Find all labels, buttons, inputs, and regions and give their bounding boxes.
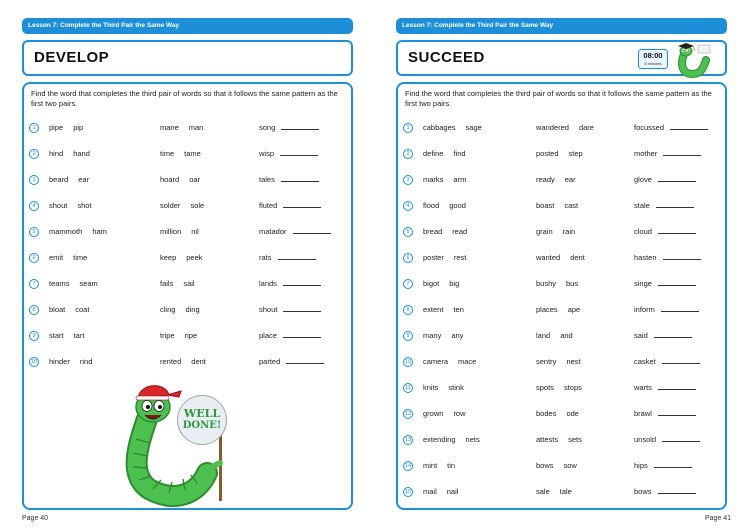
pair-word: nil [191,227,199,236]
question-row [398,199,725,213]
section-title: DEVELOP [34,49,110,66]
pair-word: boast [536,201,555,210]
answer-blank[interactable] [283,331,321,338]
second-pair [160,149,201,159]
first-pair [423,435,480,445]
pair-word: sage [465,123,482,132]
second-pair [536,331,573,341]
question-number: 7 [29,279,39,289]
answer-blank[interactable] [663,149,701,156]
first-pair [423,123,482,133]
pair-word: ear [78,175,90,184]
lesson-title: Lesson 7: Complete the Third Pair the Same Way [402,22,554,29]
first-pair [423,331,463,341]
pair-word: marks [423,175,444,184]
question-row [398,173,725,187]
pair-word: cling [160,305,176,314]
pair-word: stops [563,383,582,392]
pair-word: bloat [49,305,66,314]
first-pair [49,227,107,237]
pair-word: good [449,201,466,210]
question-row [24,303,351,317]
given-word: mother [634,149,658,158]
pair-word: mammoth [49,227,83,236]
third-pair [634,201,694,211]
given-word: fluted [259,201,278,210]
timer-unit: 8 minutes [644,61,662,66]
second-pair [160,305,200,315]
pair-word: pip [73,123,84,132]
pair-word: tin [447,461,456,470]
title-box-develop [22,40,353,76]
third-pair [259,305,321,315]
question-number: 1 [29,123,39,133]
first-pair [423,305,464,315]
question-row [398,329,725,343]
second-pair [160,357,206,367]
question-number: 7 [403,279,413,289]
second-pair [536,253,585,263]
question-number: 9 [403,331,413,341]
pair-word: mane [160,123,179,132]
pair-word: big [449,279,460,288]
third-pair [634,487,696,497]
pair-word: ham [92,227,107,236]
third-pair [634,149,701,159]
answer-blank[interactable] [280,149,318,156]
third-pair [259,175,319,185]
answer-blank[interactable] [658,409,696,416]
first-pair [423,201,466,211]
exercise-box-left [22,82,353,510]
pair-word: bigot [423,279,440,288]
given-word: hasten [634,253,657,262]
pair-word: define [423,149,444,158]
question-number: 2 [29,149,39,159]
page-number-left: Page 40 [22,515,49,522]
first-pair [423,227,467,237]
question-row [398,277,725,291]
third-pair [634,357,700,367]
pair-word: fails [160,279,174,288]
lesson-bar-left [22,18,353,34]
pair-word: attests [536,435,559,444]
lesson-title: Lesson 7: Complete the Third Pair the Same Way [28,22,180,29]
pair-word: seam [79,279,98,288]
first-pair [423,487,458,497]
pair-word: extending [423,435,456,444]
pair-word: ding [185,305,200,314]
answer-blank[interactable] [283,305,321,312]
third-pair [634,461,692,471]
second-pair [536,409,579,419]
pair-word: teams [49,279,70,288]
pair-word: row [453,409,466,418]
first-pair [49,357,92,367]
third-pair [259,123,319,133]
answer-blank[interactable] [283,279,321,286]
given-word: hips [634,461,648,470]
question-number: 13 [404,437,412,443]
second-pair [536,227,575,237]
third-pair [259,279,321,289]
pair-word: spots [536,383,554,392]
pair-word: rain [562,227,576,236]
question-number: 3 [29,175,39,185]
pair-word: poster [423,253,444,262]
given-word: tales [259,175,275,184]
answer-blank[interactable] [670,123,708,130]
question-number: 8 [29,305,39,315]
question-number: 14 [404,463,412,469]
page-number-right: Page 41 [705,515,732,522]
answer-blank[interactable] [658,227,696,234]
first-pair [49,253,87,263]
second-pair [160,201,204,211]
answer-blank[interactable] [278,253,316,260]
pair-word: sole [190,201,205,210]
pair-word: shout [49,201,68,210]
instructions: Find the word that completes the third pair of words so that it follows the same pattern as the first two pairs. [405,89,712,108]
first-pair [423,253,466,263]
second-pair [536,123,594,133]
timer-icon [638,49,668,69]
third-pair [634,435,700,445]
first-pair [423,175,466,185]
second-pair [536,461,577,471]
pair-word: knits [423,383,439,392]
question-row [24,277,351,291]
first-pair [49,279,98,289]
given-word: brawl [634,409,652,418]
question-row [398,433,725,447]
pair-word: hinder [49,357,70,366]
graduate-worm-icon [674,42,714,78]
question-row [24,121,351,135]
pair-word: ode [566,409,579,418]
first-pair [49,175,89,185]
pair-word: cabbages [423,123,456,132]
first-pair [423,357,476,367]
given-word: warts [634,383,652,392]
given-word: parted [259,357,281,366]
question-number: 10 [404,359,412,365]
second-pair [536,279,578,289]
pair-word: stink [448,383,464,392]
third-pair [634,409,696,419]
second-pair [536,487,572,497]
given-word: unsold [634,435,657,444]
question-row [398,485,725,499]
question-row [398,147,725,161]
pair-word: nets [465,435,480,444]
pair-word: dare [578,123,594,132]
second-pair [160,175,200,185]
second-pair [536,305,580,315]
question-row [24,355,351,369]
pair-word: wanted [536,253,561,262]
question-number: 15 [404,489,412,495]
question-row [398,407,725,421]
first-pair [423,279,459,289]
pair-word: bodes [536,409,557,418]
given-word: wisp [259,149,275,158]
pair-word: wandered [536,123,569,132]
pair-word: dent [570,253,585,262]
pair-word: rind [79,357,93,366]
question-row [398,251,725,265]
third-pair [259,331,321,341]
question-number: 11 [403,383,413,393]
pair-word: ape [567,305,581,314]
answer-blank[interactable] [658,279,696,286]
second-pair [160,279,195,289]
question-number: 3 [403,175,413,185]
third-pair [634,279,696,289]
answer-blank[interactable] [662,357,700,364]
pair-word: keep [160,253,177,262]
second-pair [536,383,582,393]
question-row [24,329,351,343]
first-pair [49,201,92,211]
third-pair [259,357,324,367]
answer-blank[interactable] [663,253,701,260]
pair-word: mace [458,357,477,366]
pair-word: flood [423,201,440,210]
pair-word: tart [73,331,85,340]
first-pair [49,149,90,159]
pair-word: peek [186,253,203,262]
given-word: cloud [634,227,652,236]
pair-word: coat [75,305,90,314]
given-word: casket [634,357,656,366]
pair-word: start [49,331,64,340]
given-word: matador [259,227,287,236]
question-number: 5 [403,227,413,237]
pair-word: bus [566,279,579,288]
pair-word: hoard [160,175,180,184]
instructions: Find the word that completes the third pair of words so that it follows the same pattern as the first two pairs. [31,89,338,108]
first-pair [49,305,89,315]
answer-blank[interactable] [654,461,692,468]
question-row [24,199,351,213]
first-pair [423,383,464,393]
first-pair [423,409,466,419]
answer-blank[interactable] [281,123,319,130]
pair-word: cast [564,201,579,210]
pair-word: extent [423,305,444,314]
question-number: 10 [30,359,38,365]
question-row [24,225,351,239]
second-pair [160,331,197,341]
pair-word: mail [423,487,437,496]
pair-word: hind [49,149,64,158]
second-pair [160,253,203,263]
section-title: SUCCEED [408,49,485,66]
question-row [398,355,725,369]
given-word: glove [634,175,652,184]
given-word: focussed [634,123,665,132]
third-pair [634,383,696,393]
lesson-bar-right [396,18,727,34]
pair-word: bows [536,461,554,470]
given-word: rats [259,253,272,262]
pair-word: tame [184,149,201,158]
pair-word: solder [160,201,181,210]
answer-blank[interactable] [658,383,696,390]
pair-word: ready [536,175,555,184]
pair-word: ten [453,305,464,314]
answer-blank[interactable] [654,331,692,338]
question-number: 1 [403,123,413,133]
pair-word: rented [160,357,182,366]
third-pair [634,305,699,315]
answer-blank[interactable] [281,175,319,182]
third-pair [259,201,321,211]
pair-word: land [536,331,551,340]
question-row [398,303,725,317]
given-word: said [634,331,648,340]
pair-word: time [73,253,88,262]
second-pair [160,123,203,133]
answer-blank[interactable] [658,175,696,182]
second-pair [536,357,581,367]
pair-word: sail [183,279,195,288]
question-row [24,173,351,187]
question-number: 12 [404,411,412,417]
question-row [398,121,725,135]
sign-line-2: DONE! [182,420,222,431]
first-pair [49,123,83,133]
worm-mascot-icon [119,377,239,507]
question-number: 4 [403,201,413,211]
question-number: 4 [29,201,39,211]
third-pair [634,123,708,133]
question-number: 5 [29,227,39,237]
pair-word: tale [559,487,572,496]
pair-word: camera [423,357,449,366]
answer-blank[interactable] [661,305,699,312]
question-number: 6 [29,253,39,263]
pair-word: sets [568,435,582,444]
pair-word: ripe [184,331,198,340]
pair-word: shot [77,201,92,210]
third-pair [634,175,696,185]
question-number: 6 [403,253,413,263]
pair-word: grown [423,409,444,418]
second-pair [536,201,578,211]
pair-word: places [536,305,558,314]
first-pair [423,149,466,159]
pair-word: sentry [536,357,557,366]
first-pair [49,331,84,341]
pair-word: nest [566,357,581,366]
answer-blank[interactable] [286,357,324,364]
given-word: place [259,331,277,340]
pair-word: posted [536,149,559,158]
pair-word: time [160,149,175,158]
question-number: 8 [403,305,413,315]
pair-word: rest [453,253,467,262]
second-pair [536,149,583,159]
pair-word: tripe [160,331,175,340]
pair-word: bushy [536,279,557,288]
pair-word: many [423,331,442,340]
third-pair [634,227,696,237]
pair-word: million [160,227,182,236]
given-word: stale [634,201,650,210]
second-pair [536,435,582,445]
pair-word: pipe [49,123,64,132]
question-number: 2 [403,149,413,159]
pair-word: mint [423,461,438,470]
well-done-sign [177,395,227,445]
pair-word: bread [423,227,443,236]
second-pair [160,227,199,237]
third-pair [259,149,318,159]
question-row [24,147,351,161]
pair-word: emit [49,253,64,262]
question-number: 9 [29,331,39,341]
given-word: singe [634,279,652,288]
pair-word: ear [564,175,576,184]
third-pair [634,331,692,341]
answer-blank[interactable] [662,435,700,442]
pair-word: and [560,331,573,340]
third-pair [634,253,701,263]
answer-blank[interactable] [656,201,694,208]
pair-word: beard [49,175,69,184]
answer-blank[interactable] [658,487,696,494]
pair-word: find [453,149,466,158]
pair-word: step [568,149,583,158]
answer-blank[interactable] [293,227,331,234]
pair-word: hand [73,149,90,158]
first-pair [423,461,455,471]
question-row [398,459,725,473]
pair-word: any [451,331,464,340]
pair-word: read [452,227,468,236]
pair-word: man [188,123,204,132]
given-word: lands [259,279,277,288]
third-pair [259,227,331,237]
given-word: song [259,123,276,132]
third-pair [259,253,316,263]
pair-word: oar [189,175,201,184]
pair-word: dent [191,357,206,366]
question-row [398,225,725,239]
given-word: inform [634,305,655,314]
second-pair [536,175,576,185]
question-row [398,381,725,395]
pair-word: nail [446,487,459,496]
sign-line-1: WELL [183,407,221,420]
pair-word: sale [536,487,550,496]
given-word: shout [259,305,278,314]
question-row [24,251,351,265]
timer-time: 08:00 [643,51,663,60]
answer-blank[interactable] [283,201,321,208]
pair-word: sow [563,461,577,470]
pair-word: grain [536,227,553,236]
exercise-box-right [396,82,727,510]
given-word: bows [634,487,652,496]
pair-word: arm [453,175,467,184]
